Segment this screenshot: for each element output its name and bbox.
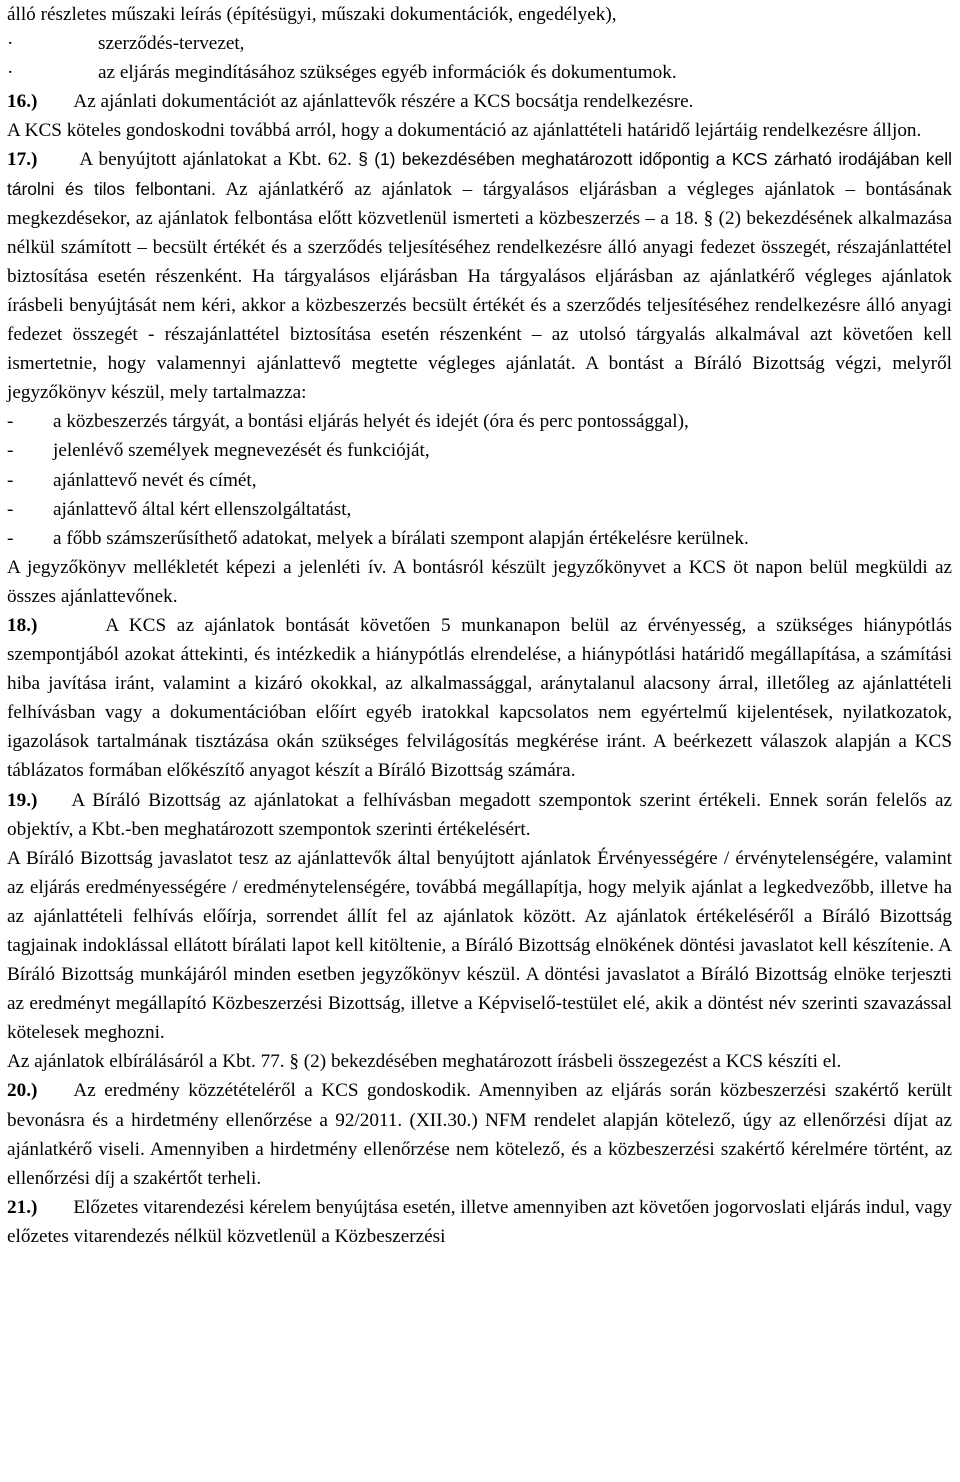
section-number: 17.) — [7, 149, 38, 171]
list-item — [7, 524, 952, 553]
section-17-after: A jegyzőkönyv mellékletét képezi a jelenléti ív. A bontásról készült jegyzőkönyvet a KCS öt napon belül megküldi az összes ajánlattevőnek. — [7, 556, 952, 607]
bullet-item — [7, 58, 952, 87]
bullet-item — [7, 29, 952, 58]
section-number: 21.) — [7, 1196, 38, 1218]
bullet-mark: · — [7, 62, 14, 84]
section-text: Előzetes vitarendezési kérelem benyújtása esetén, illetve amennyiben azt követően jogorvoslati eljárás indul, vagy előzetes vitarendezés nélkül közvetlenül a Közbeszerzési — [7, 1196, 952, 1247]
bullet-mark: · — [7, 33, 14, 55]
dash-mark: - — [7, 527, 14, 549]
bullet-text: szerződés-tervezet, — [98, 33, 245, 55]
section-17-paragraph — [7, 145, 952, 407]
dash-mark: - — [7, 498, 14, 520]
section-19-para1: A Bíráló Bizottság javaslatot tesz az ajánlattevők által benyújtott ajánlatok Érvényességére / érvénytelenségére, valamint az eljárás eredményességére / eredménytelenségére, továbbá megállapítja, hogy melyik ajánlat a legkedvezőbb, illetve ha az ajánlattételi felhívás előírja, sorrendet állít fel az ajánlatok között. Az ajánlatok értékeléséről a Bíráló Bizottság tagjainak indoklással ellátott bírálati lapot kell kitöltenie, a Bíráló Bizottság elnökének döntési javaslatot kell készítenie. A Bíráló Bizottság munkájáról minden esetben jegyzőkönyv készül. A döntési javaslatot a Bíráló Bizottság elnöke terjeszti az eredményt megállapító Közbeszerzési Bizottság, illetve a Képviselő-testület elé, akik a döntést név szerinti szavazással kötelesek meghozni. — [7, 847, 952, 1044]
minutes-contents-list — [7, 407, 952, 552]
section-16-heading — [7, 87, 952, 116]
section-number: 20.) — [7, 1080, 38, 1102]
section-18-paragraph — [7, 611, 952, 786]
section-20-paragraph — [7, 1076, 952, 1192]
section-number: 18.) — [7, 614, 38, 636]
section-19-paragraph — [7, 786, 952, 844]
section-text: A benyújtott ajánlatokat a Kbt. 62. — [79, 149, 359, 171]
dash-mark: - — [7, 469, 14, 491]
list-item — [7, 407, 952, 436]
list-item-text: a közbeszerzés tárgyát, a bontási eljárás helyét és idejét (óra és perc pontossággal), — [53, 411, 689, 433]
section-text: Az eredmény közzétételéről a KCS gondoskodik. Amennyiben az eljárás során közbeszerzési szakértő került bevonásra és a hirdetmény ellenőrzése a 92/2011. (XII.30.) NFM rendelet alapján kötelező, úgy az ellenőrzési díjat az ajánlatkérő viseli. Amennyiben a hirdetmény ellenőrzése nem kötelező, és a közbeszerzési szakértő kérelmére történt, az ellenőrzési díj a szakértőt terheli. — [7, 1080, 952, 1189]
bullet-text: az eljárás megindításához szükséges egyéb információk és dokumentumok. — [98, 62, 677, 84]
text-line: álló részletes műszaki leírás (építésügyi, műszaki dokumentációk, engedélyek), — [7, 4, 617, 25]
section-16-paragraph: A KCS köteles gondoskodni továbbá arról, hogy a dokumentáció az ajánlattételi határidő lejártáig rendelkezésre álljon. — [7, 120, 922, 142]
dash-mark: - — [7, 440, 14, 462]
dash-mark: - — [7, 411, 14, 433]
list-item-text: ajánlattevő által kért ellenszolgáltatást, — [53, 498, 352, 520]
list-item — [7, 495, 952, 524]
list-item-text: ajánlattevő nevét és címét, — [53, 469, 257, 491]
list-item — [7, 436, 952, 465]
list-item-text: jelenlévő személyek megnevezését és funkcióját, — [53, 440, 430, 462]
list-item-text: a főbb számszerűsíthető adatokat, melyek a bírálati szempont alapján értékelésre kerülnek. — [53, 527, 749, 549]
section-21-paragraph — [7, 1193, 952, 1251]
section-text: Az ajánlati dokumentációt az ajánlattevők részére a KCS bocsátja rendelkezésre. — [73, 91, 694, 113]
section-text-cont: Az ajánlatkérő az ajánlatok – tárgyalásos eljárásban a végleges ajánlatok – bontásának megkezdésekor, az ajánlatok felbontása előtt közvetlenül ismerteti a közbeszerzés – a 18. § (2) bekezdésének alkalmazása nélkül számított – becsült értékét és a szerződés teljesítéséhez rendelkezésre álló anyagi fedezet összegét, részajánlattétel biztosítása esetén részenként. Ha tárgyalásos eljárásban Ha tárgyalásos eljárásban az ajánlatkérő végleges ajánlatok írásbeli benyújtását nem kéri, akkor a közbeszerzés becsült értékét és a szerződés teljesítéséhez rendelkezésre álló anyagi fedezet összegét - részajánlattétel biztosítása esetén részenként – az utolsó tárgyalás alkalmával azt követően kell ismertetnie, hogy valamennyi ajánlattevő megtette végleges ajánlatát. A bontást a Bíráló Bizottság végzi, melyről jegyzőkönyv készül, mely tartalmazza: — [7, 178, 952, 404]
section-number: 19.) — [7, 789, 38, 811]
section-text: A KCS az ajánlatok bontását követően 5 munkanapon belül az érvényesség, a szükséges hiánypótlás szempontjából azokat áttekinti, és intézkedik a hiánypótlás elrendelése, a hiánypótlási határidő megállapítása, a számítási hiba javítása iránt, valamint a kizáró okokkal, az alkalmassággal, aránytalanul alacsony árral, illetőleg az ajánlattételi felhívásban vagy a dokumentációban előírt egyéb iratokkal kapcsolatos nem egyértelmű kijelentések, nyilatkozatok, igazolások tartalmának tisztázása okán szükséges felvilágosítás megkérése iránt. A beérkezett válaszok alapján a KCS táblázatos formában előkészítő anyagot készít a Bíráló Bizottság számára. — [7, 614, 952, 782]
section-text: A Bíráló Bizottság az ajánlatokat a felhívásban megadott szempontok szerint értékeli. Ennek során felelős az objektív, a Kbt.-ben meghatározott szempontok szerinti értékelésért. — [7, 789, 952, 840]
section-number: 16.) — [7, 91, 38, 113]
section-text-sans: § (1) bekezdésében meghatározott időpontig a KCS zárható irodájában kell tárolni és tilos felbontani. — [7, 149, 952, 199]
list-item — [7, 466, 952, 495]
section-19-para2: Az ajánlatok elbírálásáról a Kbt. 77. § (2) bekezdésében meghatározott írásbeli összegezést a KCS készíti el. — [7, 1051, 842, 1073]
